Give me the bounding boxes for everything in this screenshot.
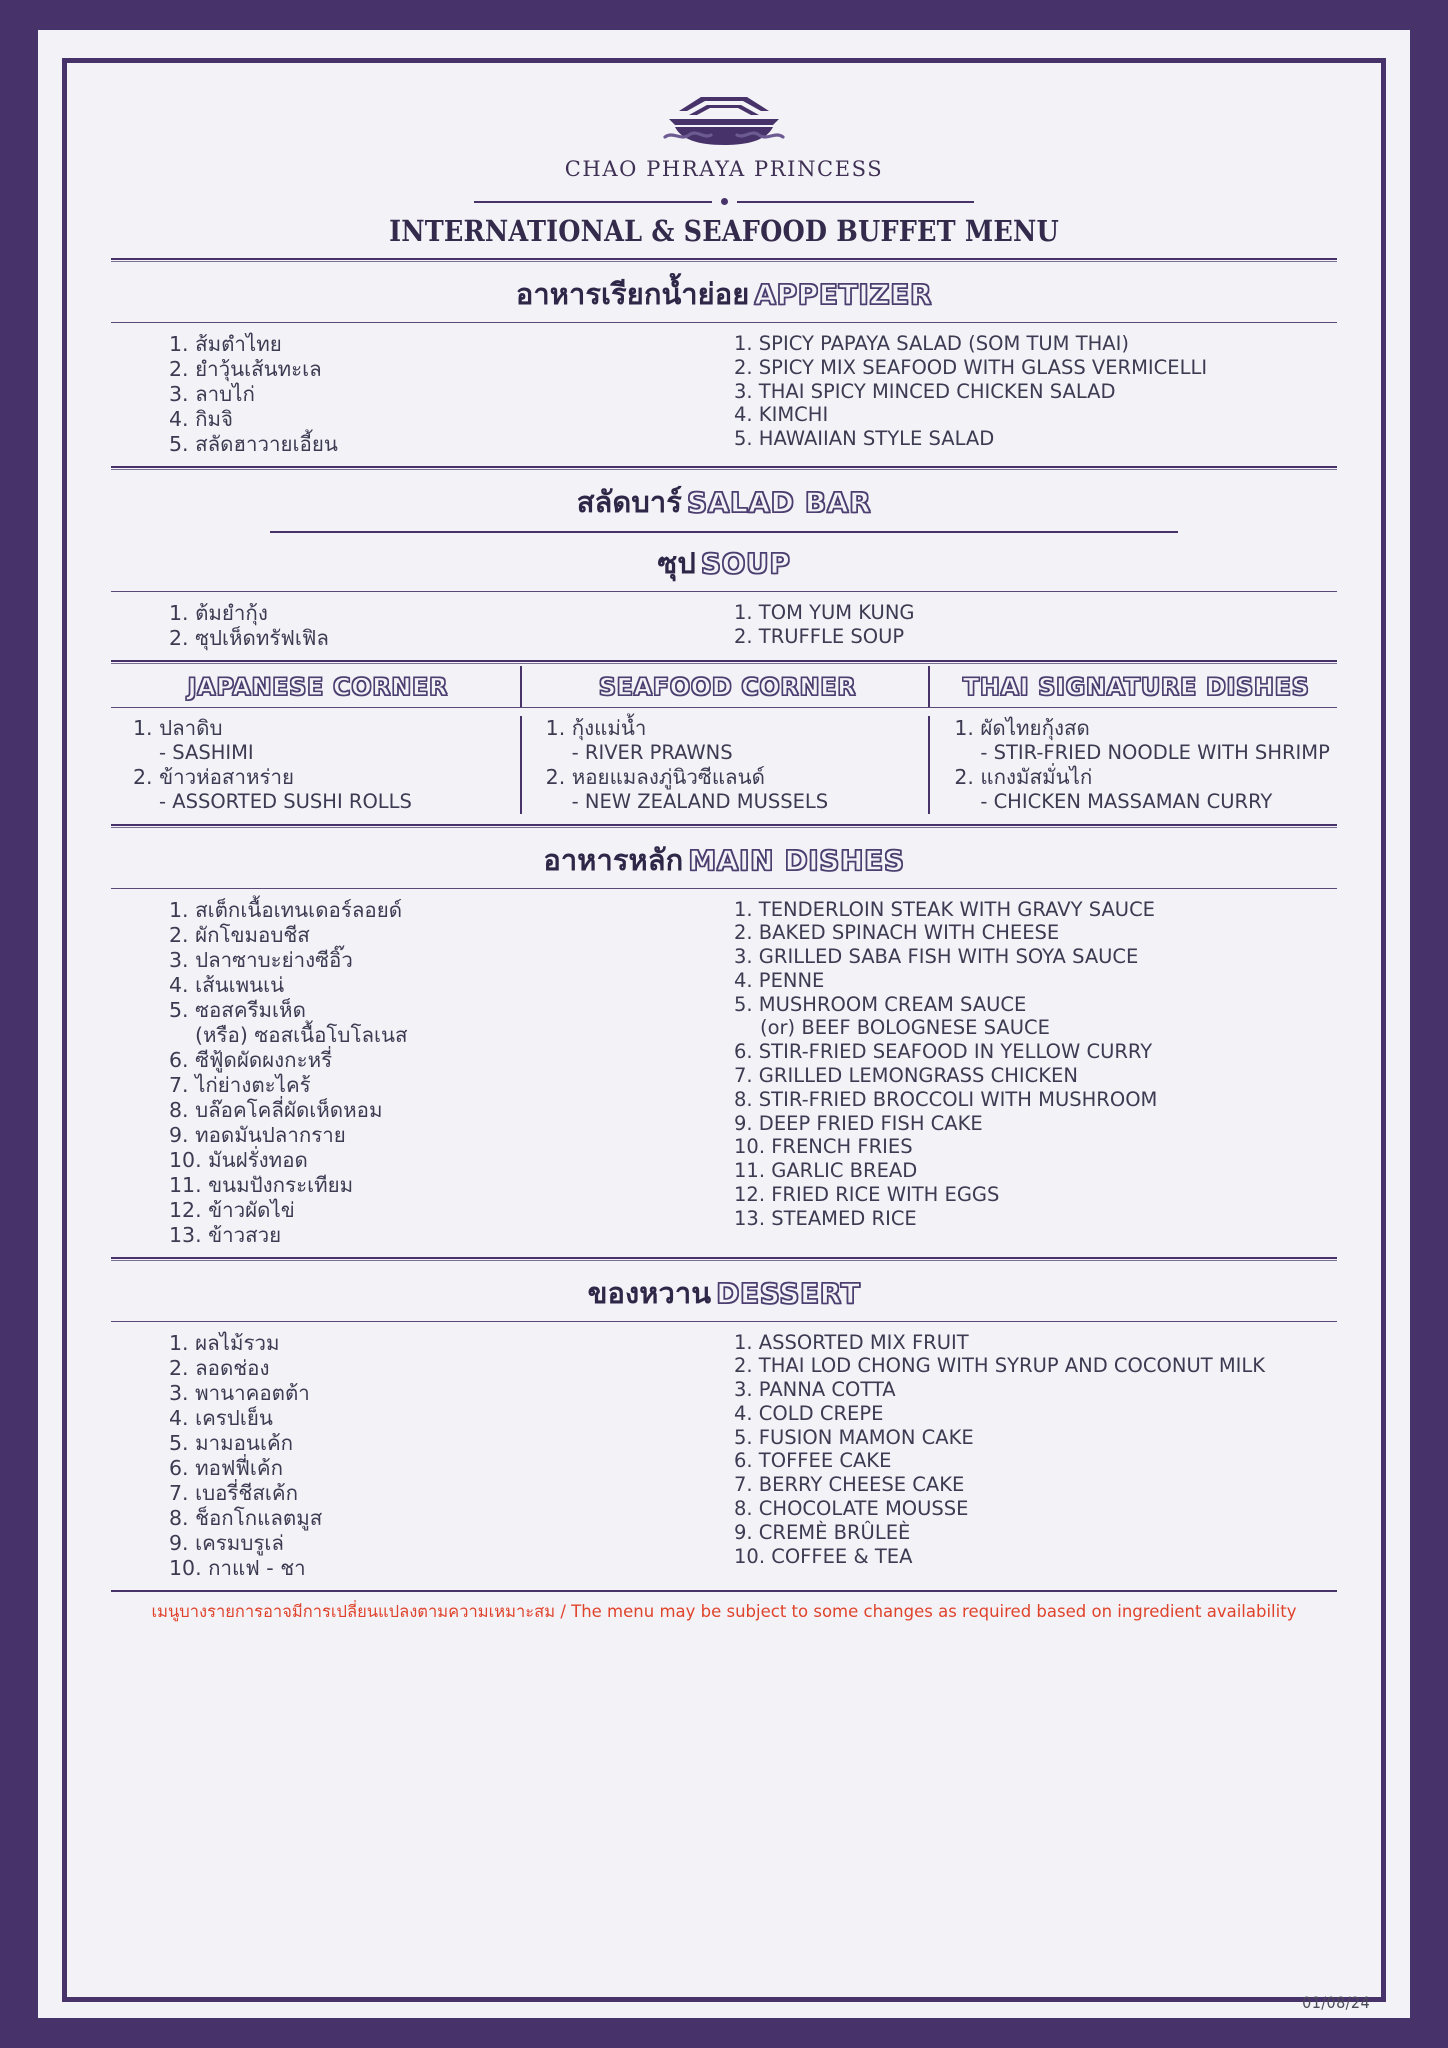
soup-list-th (111, 601, 724, 651)
list-item: 5. FUSION MAMON CAKE (734, 1425, 974, 1449)
list-item: 4. COLD CREPE (734, 1401, 884, 1425)
page-title: INTERNATIONAL & SEAFOOD BUFFET MENU (389, 214, 1059, 248)
list-item: 6. ทอฟฟี่เค้ก (169, 1455, 284, 1480)
list-item: 5. สลัดฮาวายเอี้ยน (169, 432, 338, 456)
corner-title: SEAFOOD CORNER (598, 673, 857, 701)
divider (111, 1257, 1337, 1261)
list-subitem: (หรือ) ซอสเนื้อโบโลเนส (195, 1022, 408, 1047)
section-header-main-dishes (111, 830, 1337, 888)
list-item: 10. มันฝรั่งทอด (169, 1147, 308, 1172)
list-item: 2. ลอดช่อง (169, 1355, 270, 1380)
list-item: 7. ไก่ย่างตะไคร้ (169, 1072, 311, 1097)
list-item: 3. พานาคอตต้า (169, 1380, 310, 1405)
list-item: 12. ข้าวผัดไข่ (169, 1197, 295, 1222)
section-body-main-dishes (111, 889, 1337, 1257)
list-item: 6. TOFFEE CAKE (734, 1449, 892, 1473)
divider (111, 466, 1337, 470)
section-title-en: SALAD BAR (686, 486, 872, 519)
title-ornament (474, 198, 974, 205)
list-item: 9. DEEP FRIED FISH CAKE (734, 1111, 983, 1135)
ornament-bar-right (737, 201, 975, 203)
list-item: 4. เครปเย็น (169, 1405, 273, 1430)
corner-title: THAI SIGNATURE DISHES (962, 673, 1310, 701)
list-subitem: - NEW ZEALAND MUSSELS (571, 789, 829, 813)
list-item: 9. CREMÈ BRÛLEÈ (734, 1520, 911, 1544)
list-item: 2. แกงมัสมั่นไก่ (954, 764, 1093, 789)
list-item: 4. กิมจิ (169, 407, 234, 431)
list-subitem: - CHICKEN MASSAMAN CURRY (980, 789, 1273, 813)
list-item: 3. PANNA COTTA (734, 1378, 896, 1402)
list-item: 7. เบอรี่ชีสเค้ก (169, 1480, 298, 1505)
corner-list-thai-signature (928, 716, 1337, 814)
list-item: 8. ช็อกโกแลตมูส (169, 1505, 323, 1530)
list-item: 2. SPICY MIX SEAFOOD WITH GLASS VERMICELLI (734, 355, 1208, 379)
list-item: 7. GRILLED LEMONGRASS CHICKEN (734, 1064, 1078, 1088)
section-title-en: DESSERT (716, 1276, 861, 1310)
list-item: 11. ขนมปังกระเทียม (169, 1172, 354, 1197)
section-title-th: สลัดบาร์ (576, 485, 682, 519)
section-body-dessert (111, 1322, 1337, 1590)
soup-list-en (724, 601, 1337, 651)
list-item: 10. FRENCH FRIES (734, 1135, 913, 1159)
corner-header-seafood (520, 666, 929, 707)
list-item: 5. HAWAIIAN STYLE SALAD (734, 427, 995, 451)
list-item: 9. เครมบรูเล่ (169, 1530, 284, 1555)
list-item: 1. TOM YUM KUNG (734, 601, 915, 624)
list-item: 1. ส้มตำไทย (169, 332, 282, 356)
corner-bodies (111, 708, 1337, 824)
list-item: 4. KIMCHI (734, 403, 829, 427)
list-item: 8. STIR-FRIED BROCCOLI WITH MUSHROOM (734, 1087, 1158, 1111)
brand-name: CHAO PHRAYA PRINCESS (564, 157, 884, 181)
list-item: 1. ผัดไทยกุ้งสด (954, 716, 1090, 740)
cruise-ship-icon (111, 89, 1337, 155)
list-item: 12. FRIED RICE WITH EGGS (734, 1182, 1000, 1206)
list-item: 6. STIR-FRIED SEAFOOD IN YELLOW CURRY (734, 1040, 1153, 1064)
section-title-en: MAIN DISHES (688, 843, 905, 877)
list-item: 5. มามอนเค้ก (169, 1430, 294, 1455)
list-item: 1. กุ้งแม่น้ำ (545, 716, 647, 740)
list-item: 2. ผักโขมอบชีส (169, 922, 310, 947)
section-title-th: ของหวาน (587, 1275, 712, 1310)
corner-title: JAPANESE CORNER (187, 673, 449, 701)
corner-list-seafood (520, 716, 929, 814)
list-item: 2. ข้าวห่อสาหร่าย (133, 764, 295, 789)
section-title-en: APPETIZER (754, 278, 933, 311)
corner-list-japanese (111, 716, 520, 814)
dessert-list-en (724, 1331, 1337, 1581)
menu-frame (62, 58, 1386, 2002)
list-item: 2. BAKED SPINACH WITH CHEESE (734, 921, 1060, 945)
menu-disclaimer: เมนูบางรายการอาจมีการเปลี่ยนแปลงตามความเหมาะสม / The menu may be subject to some changes as required based on ingredient availability (151, 1601, 1297, 1621)
list-item: 13. ข้าวสวย (169, 1222, 282, 1247)
appetizer-list-th (111, 332, 724, 457)
list-item: 10. กาแฟ - ชา (169, 1555, 306, 1580)
list-subitem: - RIVER PRAWNS (571, 741, 733, 764)
main-dishes-list-th (111, 898, 724, 1248)
section-header-appetizer (111, 264, 1337, 322)
list-item: 11. GARLIC BREAD (734, 1159, 918, 1183)
divider (111, 824, 1337, 828)
list-item: 1. ต้มยำกุ้ง (169, 601, 268, 625)
section-header-salad-bar (111, 472, 1337, 530)
list-item: 6. ซีฟู้ดผัดผงกะหรี่ (169, 1047, 333, 1072)
section-title-th: อาหารเรียกน้ำย่อย (515, 277, 750, 311)
ornament-dot (721, 198, 728, 205)
section-title-th: ซุป (657, 546, 696, 580)
list-item: 3. ปลาซาบะย่างซีอิ๊ว (169, 947, 353, 972)
list-item: 5. MUSHROOM CREAM SAUCE (734, 992, 1027, 1016)
menu-sheet (38, 30, 1410, 2018)
list-item: 2. THAI LOD CHONG WITH SYRUP AND COCONUT MILK (734, 1354, 1266, 1378)
list-item: 1. ปลาดิบ (133, 716, 223, 740)
list-item: 10. COFFEE & TEA (734, 1544, 913, 1568)
list-item: 4. PENNE (734, 968, 825, 992)
list-item: 1. TENDERLOIN STEAK WITH GRAVY SAUCE (734, 897, 1156, 921)
list-item: 3. GRILLED SABA FISH WITH SOYA SAUCE (734, 945, 1139, 969)
list-item: 13. STEAMED RICE (734, 1206, 917, 1230)
list-item: 5. ซอสครีมเห็ด (169, 997, 306, 1022)
list-item: 2. ซุปเห็ดทรัฟเฟิล (169, 626, 329, 650)
dessert-list-th (111, 1331, 724, 1581)
list-item: 2. TRUFFLE SOUP (734, 624, 905, 648)
list-item: 1. ASSORTED MIX FRUIT (734, 1330, 969, 1354)
list-item: 3. ลาบไก่ (169, 382, 255, 406)
list-item: 1. สเต็กเนื้อเทนเดอร์ลอยด์ (169, 897, 403, 922)
divider (111, 258, 1337, 262)
brand-header (111, 89, 1337, 181)
list-subitem: - SASHIMI (159, 741, 254, 764)
section-title-th: อาหารหลัก (543, 842, 684, 877)
section-title-en: SOUP (700, 547, 791, 580)
list-subitem: - STIR-FRIED NOODLE WITH SHRIMP (980, 741, 1330, 764)
section-header-soup (111, 533, 1337, 591)
list-item: 2. ยำวุ้นเส้นทะเล (169, 357, 322, 381)
corner-header-thai-signature (928, 666, 1337, 707)
section-body-soup (111, 592, 1337, 660)
ornament-bar-left (474, 201, 712, 203)
list-item: 8. บล๊อคโคลี่ผัดเห็ดหอม (169, 1097, 383, 1122)
list-item: 7. BERRY CHEESE CAKE (734, 1473, 965, 1497)
corner-headers (111, 666, 1337, 707)
list-item: 9. ทอดมันปลากราย (169, 1122, 346, 1147)
divider (111, 660, 1337, 664)
list-item: 1. ผลไม้รวม (169, 1330, 280, 1355)
list-subitem: (or) BEEF BOLOGNESE SAUCE (760, 1016, 1050, 1040)
list-subitem: - ASSORTED SUSHI ROLLS (159, 789, 412, 813)
appetizer-list-en (724, 332, 1337, 457)
corner-header-japanese (111, 666, 520, 707)
section-body-appetizer (111, 323, 1337, 466)
section-header-dessert (111, 1263, 1337, 1321)
date-stamp: 01/08/24 (1302, 1993, 1370, 2012)
main-dishes-list-en (724, 898, 1337, 1248)
list-item: 4. เส้นเพนเน่ (169, 972, 285, 997)
list-item: 8. CHOCOLATE MOUSSE (734, 1497, 969, 1521)
list-item: 3. THAI SPICY MINCED CHICKEN SALAD (734, 379, 1116, 403)
list-item: 2. หอยแมลงภู่นิวซีแลนด์ (545, 764, 765, 789)
list-item: 1. SPICY PAPAYA SALAD (SOM TUM THAI) (734, 332, 1129, 355)
